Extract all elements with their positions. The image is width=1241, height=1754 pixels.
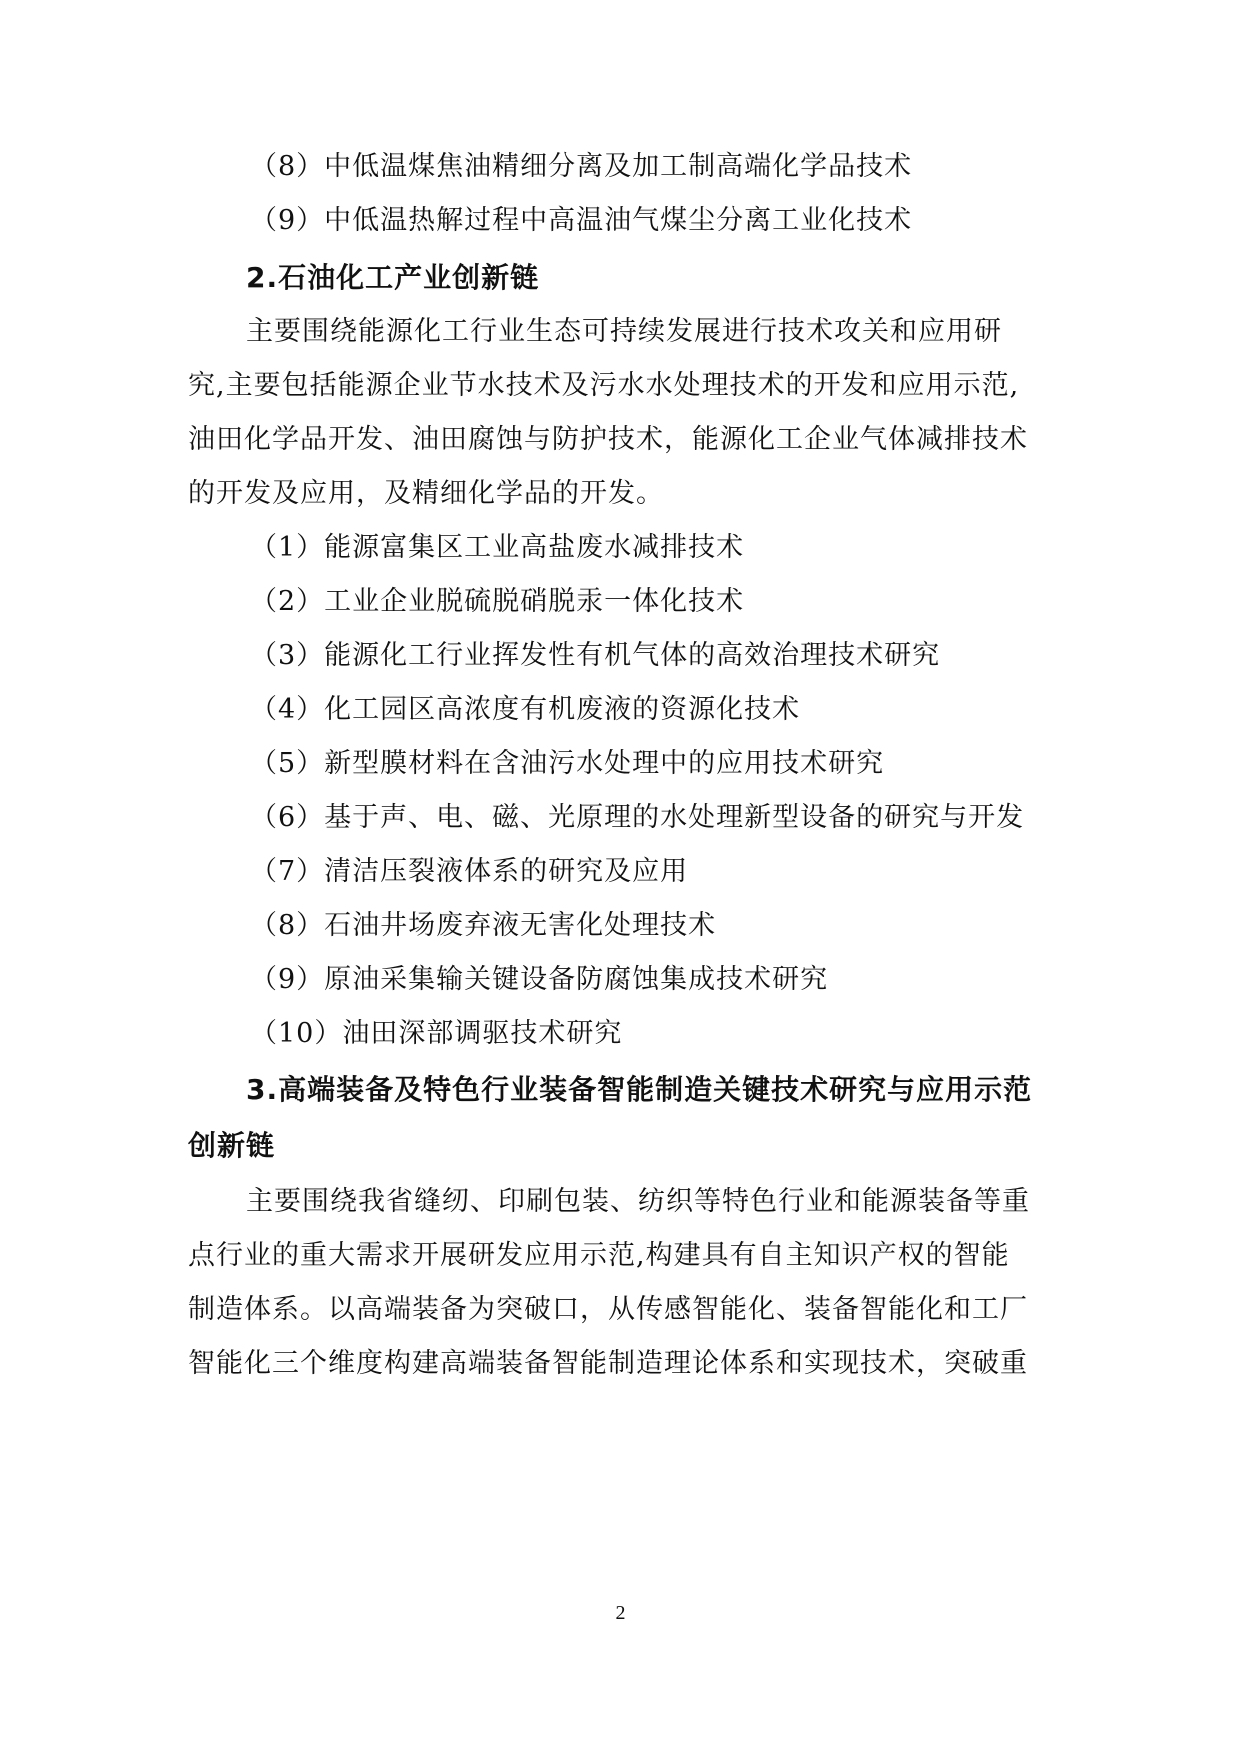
paragraph-line: 主要围绕我省缝纫、印刷包装、纺织等特色行业和能源装备等重 <box>246 1186 1030 1217</box>
list-item: （2）工业企业脱硫脱硝脱汞一体化技术 <box>250 586 745 617</box>
list-item: （10）油田深部调驱技术研究 <box>250 1018 623 1049</box>
paragraph-line: 智能化三个维度构建高端装备智能制造理论体系和实现技术，突破重 <box>188 1348 1028 1379</box>
paragraph-line: 主要围绕能源化工行业生态可持续发展进行技术攻关和应用研 <box>246 316 1002 347</box>
list-item: （9）中低温热解过程中高温油气煤尘分离工业化技术 <box>250 205 913 236</box>
list-item: （8）石油井场废弃液无害化处理技术 <box>250 910 717 941</box>
list-item: （3）能源化工行业挥发性有机气体的高效治理技术研究 <box>250 640 941 671</box>
list-item: （8）中低温煤焦油精细分离及加工制高端化学品技术 <box>250 151 913 182</box>
section-heading: 2.石油化工产业创新链 <box>246 261 540 294</box>
paragraph-line: 制造体系。以高端装备为突破口，从传感智能化、装备智能化和工厂 <box>188 1294 1028 1325</box>
paragraph-line: 的开发及应用，及精细化学品的开发。 <box>188 478 664 509</box>
list-item: （6）基于声、电、磁、光原理的水处理新型设备的研究与开发 <box>250 802 1025 833</box>
page-number: 2 <box>615 1602 626 1624</box>
list-item: （7）清洁压裂液体系的研究及应用 <box>250 856 689 887</box>
list-item: （9）原油采集输关键设备防腐蚀集成技术研究 <box>250 964 829 995</box>
section-heading-continued: 创新链 <box>188 1129 276 1162</box>
section-heading: 3.高端装备及特色行业装备智能制造关键技术研究与应用示范 <box>246 1073 1033 1106</box>
paragraph-line: 点行业的重大需求开展研发应用示范,构建具有自主知识产权的智能 <box>188 1240 1010 1271</box>
paragraph-line: 油田化学品开发、油田腐蚀与防护技术，能源化工企业气体减排技术 <box>188 424 1028 455</box>
paragraph-line: 究,主要包括能源企业节水技术及污水水处理技术的开发和应用示范, <box>188 370 1020 401</box>
list-item: （4）化工园区高浓度有机废液的资源化技术 <box>250 694 801 725</box>
list-item: （1）能源富集区工业高盐废水减排技术 <box>250 532 745 563</box>
list-item: （5）新型膜材料在含油污水处理中的应用技术研究 <box>250 748 885 779</box>
